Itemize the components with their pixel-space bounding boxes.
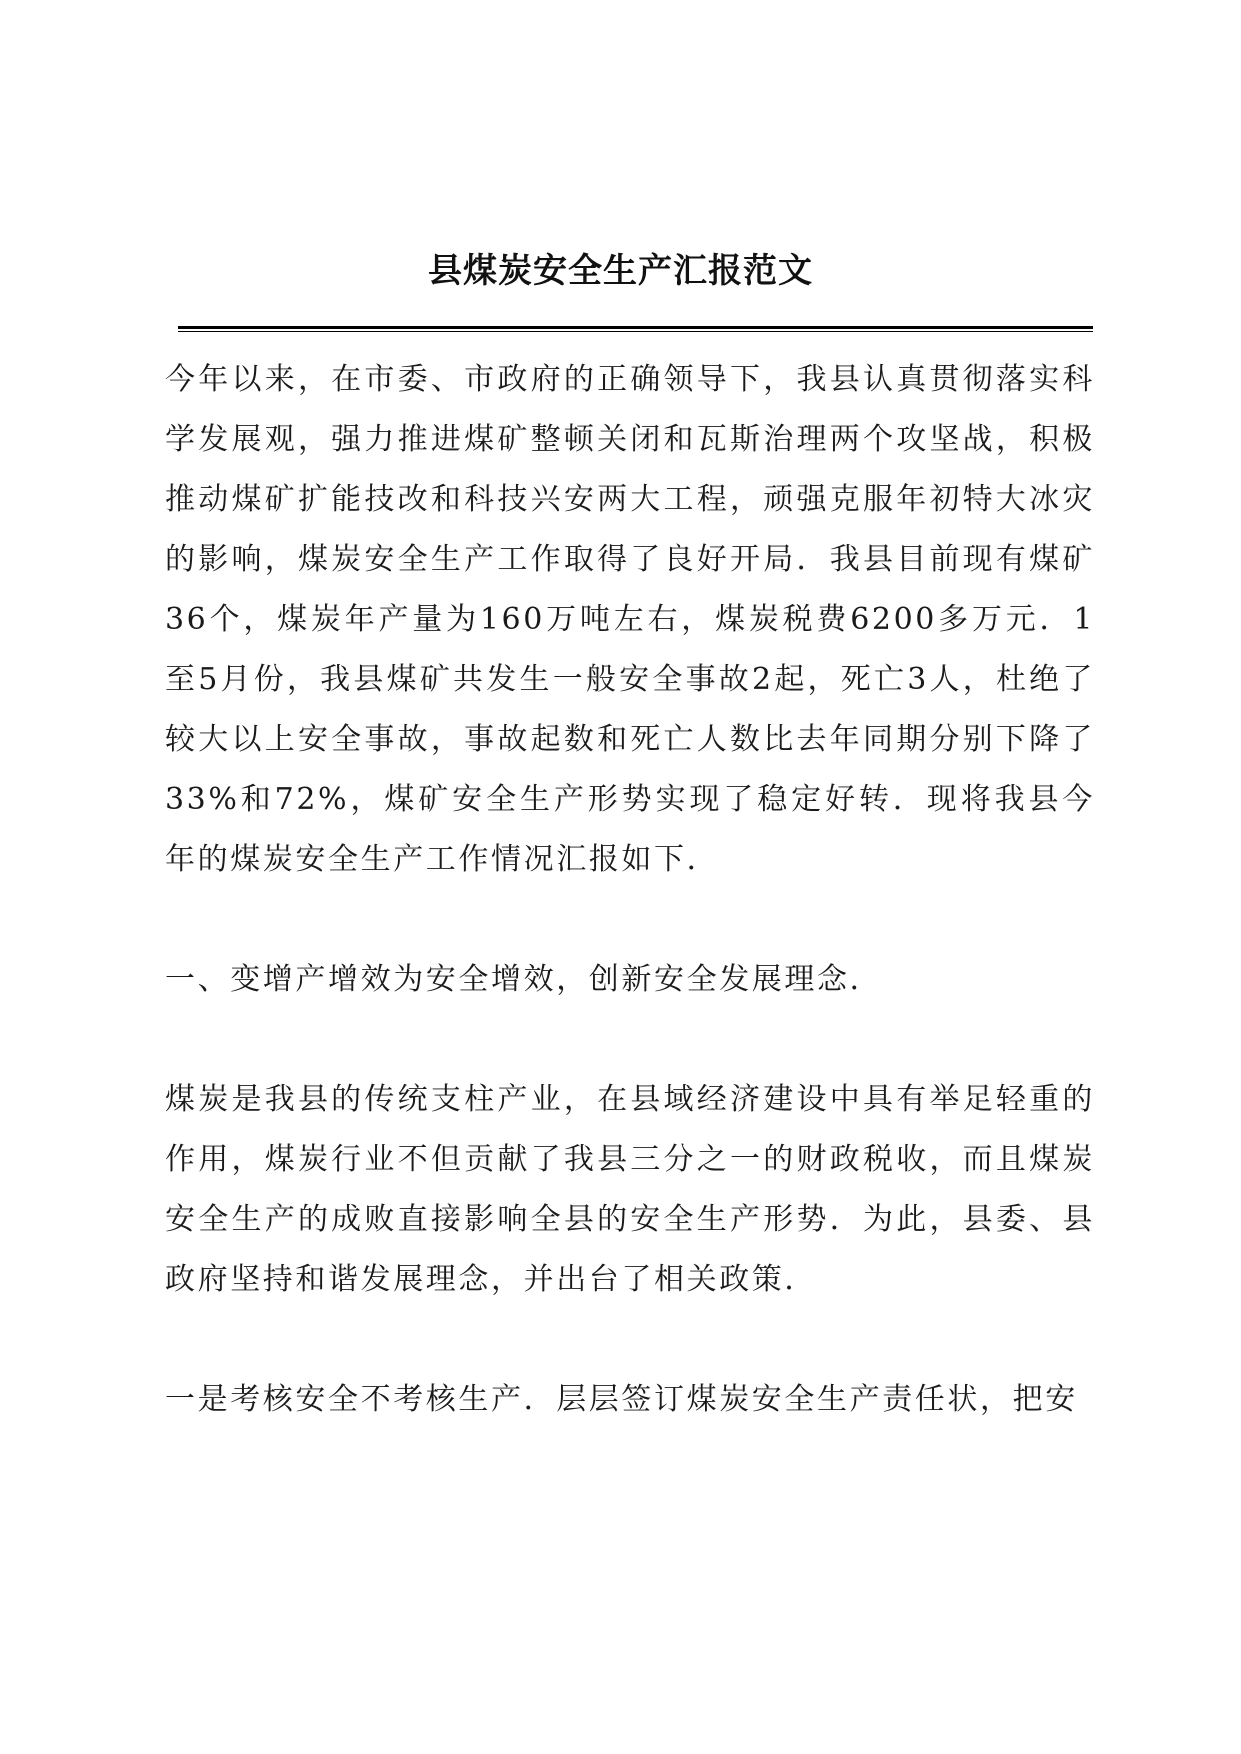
document-body — [165, 350, 1095, 1430]
paragraph-intro: 今年以来，在市委、市政府的正确领导下，我县认真贯彻落实科学发展观，强力推进煤矿整顿关闭和瓦斯治理两个攻坚战，积极推动煤矿扩能技改和科技兴安两大工程，顽强克服年初特大冰灾的影响，煤炭安全生产工作取得了良好开局．我县目前现有煤矿36个，煤炭年产量为160万吨左右，煤炭税费6200多万元．1至5月份，我县煤矿共发生一般安全事故2起，死亡3人，杜绝了较大以上安全事故，事故起数和死亡人数比去年同期分别下降了33%和72%，煤矿安全生产形势实现了稳定好转．现将我县今年的煤炭安全生产工作情况汇报如下． — [165, 362, 1095, 877]
paragraph-spacer — [165, 1310, 1095, 1370]
paragraph-spacer — [165, 1010, 1095, 1070]
title-double-rule — [178, 326, 1093, 332]
paragraph-point-1: 一是考核安全不考核生产．层层签订煤炭安全生产责任状，把安 — [165, 1382, 1078, 1417]
section-heading-1: 一、变增产增效为安全增效，创新安全发展理念． — [165, 962, 883, 997]
paragraph-spacer — [165, 890, 1095, 950]
document-title: 县煤炭安全生产汇报范文 — [428, 251, 813, 291]
paragraph-coal-industry: 煤炭是我县的传统支柱产业，在县域经济建设中具有举足轻重的作用，煤炭行业不但贡献了我县三分之一的财政税收，而且煤炭安全生产的成败直接影响全县的安全生产形势．为此，县委、县政府坚持和谐发展理念，并出台了相关政策． — [165, 1082, 1095, 1297]
